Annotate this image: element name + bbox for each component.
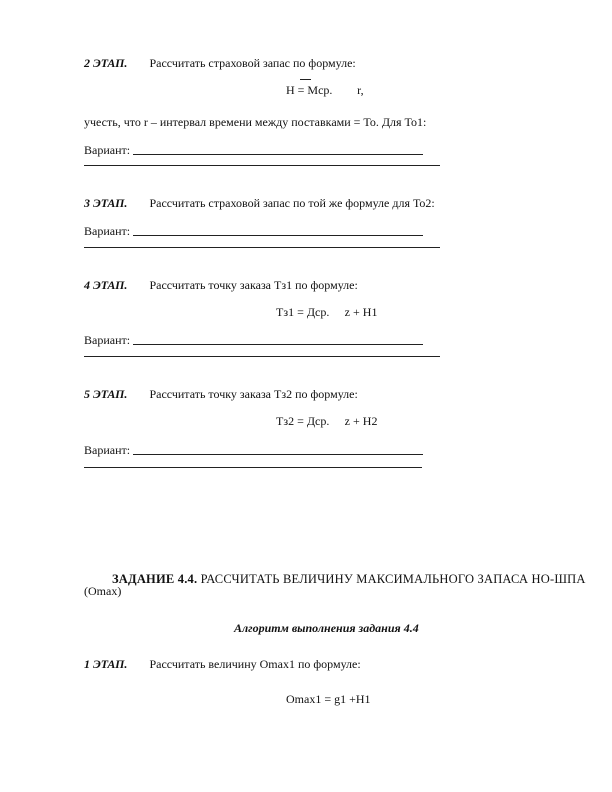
task-heading — [112, 572, 586, 586]
stage-2-heading — [84, 56, 356, 70]
stage-3-variant-label: Вариант: — [84, 224, 131, 238]
stage-2-note: учесть, что r – интервал времени между поставками = То. Для То1: — [84, 115, 427, 129]
stage-2-label: 2 ЭТАП. — [84, 56, 128, 70]
stage-2-text: Рассчитать страховой запас по формуле: — [149, 56, 356, 70]
stage-4-text: Рассчитать точку заказа Тз1 по формуле: — [149, 278, 358, 292]
stage-5-variant-label: Вариант: — [84, 443, 131, 457]
stage-3-text: Рассчитать страховой запас по той же формуле для То2: — [149, 196, 435, 210]
stage-4-label: 4 ЭТАП. — [84, 278, 128, 292]
stage-2-answer-line-2[interactable] — [84, 165, 440, 166]
stage-2-formula: Н = Мср. r, — [286, 83, 342, 97]
stage-3-answer-line[interactable] — [133, 235, 423, 236]
stage-1-heading — [84, 657, 361, 671]
stage-1-label: 1 ЭТАП. — [84, 657, 128, 671]
stage-4-formula: Тз1 = Дср. z + Н1 — [276, 305, 366, 319]
stage-5-text: Рассчитать точку заказа Тз2 по формуле: — [149, 387, 358, 401]
stage-5-formula: Тз2 = Дср. z + Н2 — [276, 414, 366, 428]
algorithm-title: Алгоритм выполнения задания 4.4 — [234, 621, 419, 635]
stage-4-heading — [84, 278, 358, 292]
stage-3-answer-line-2[interactable] — [84, 247, 440, 248]
stage-1-text: Рассчитать величину Omax1 по формуле: — [149, 657, 361, 671]
stage-3-label: 3 ЭТАП. — [84, 196, 128, 210]
formula-overbar — [300, 79, 311, 80]
stage-4-variant-label: Вариант: — [84, 333, 131, 347]
task-title: РАССЧИТАТЬ ВЕЛИЧИНУ МАКСИМАЛЬНОГО ЗАПАСА НО-ШПА — [200, 572, 586, 586]
stage-2-variant-label: Вариант: — [84, 143, 131, 157]
stage-3-heading — [84, 196, 435, 210]
task-title-continuation: (Omax) — [84, 584, 122, 598]
stage-1-formula: Omax1 = g1 +Н1 — [286, 692, 371, 706]
stage-4-answer-line-2[interactable] — [84, 356, 440, 357]
stage-5-answer-line-2[interactable] — [84, 467, 422, 468]
stage-5-label: 5 ЭТАП. — [84, 387, 128, 401]
task-number: ЗАДАНИЕ 4.4. — [112, 572, 198, 586]
stage-5-heading — [84, 387, 358, 401]
stage-5-answer-line[interactable] — [133, 454, 423, 455]
stage-2-answer-line[interactable] — [133, 154, 423, 155]
stage-4-answer-line[interactable] — [133, 344, 423, 345]
